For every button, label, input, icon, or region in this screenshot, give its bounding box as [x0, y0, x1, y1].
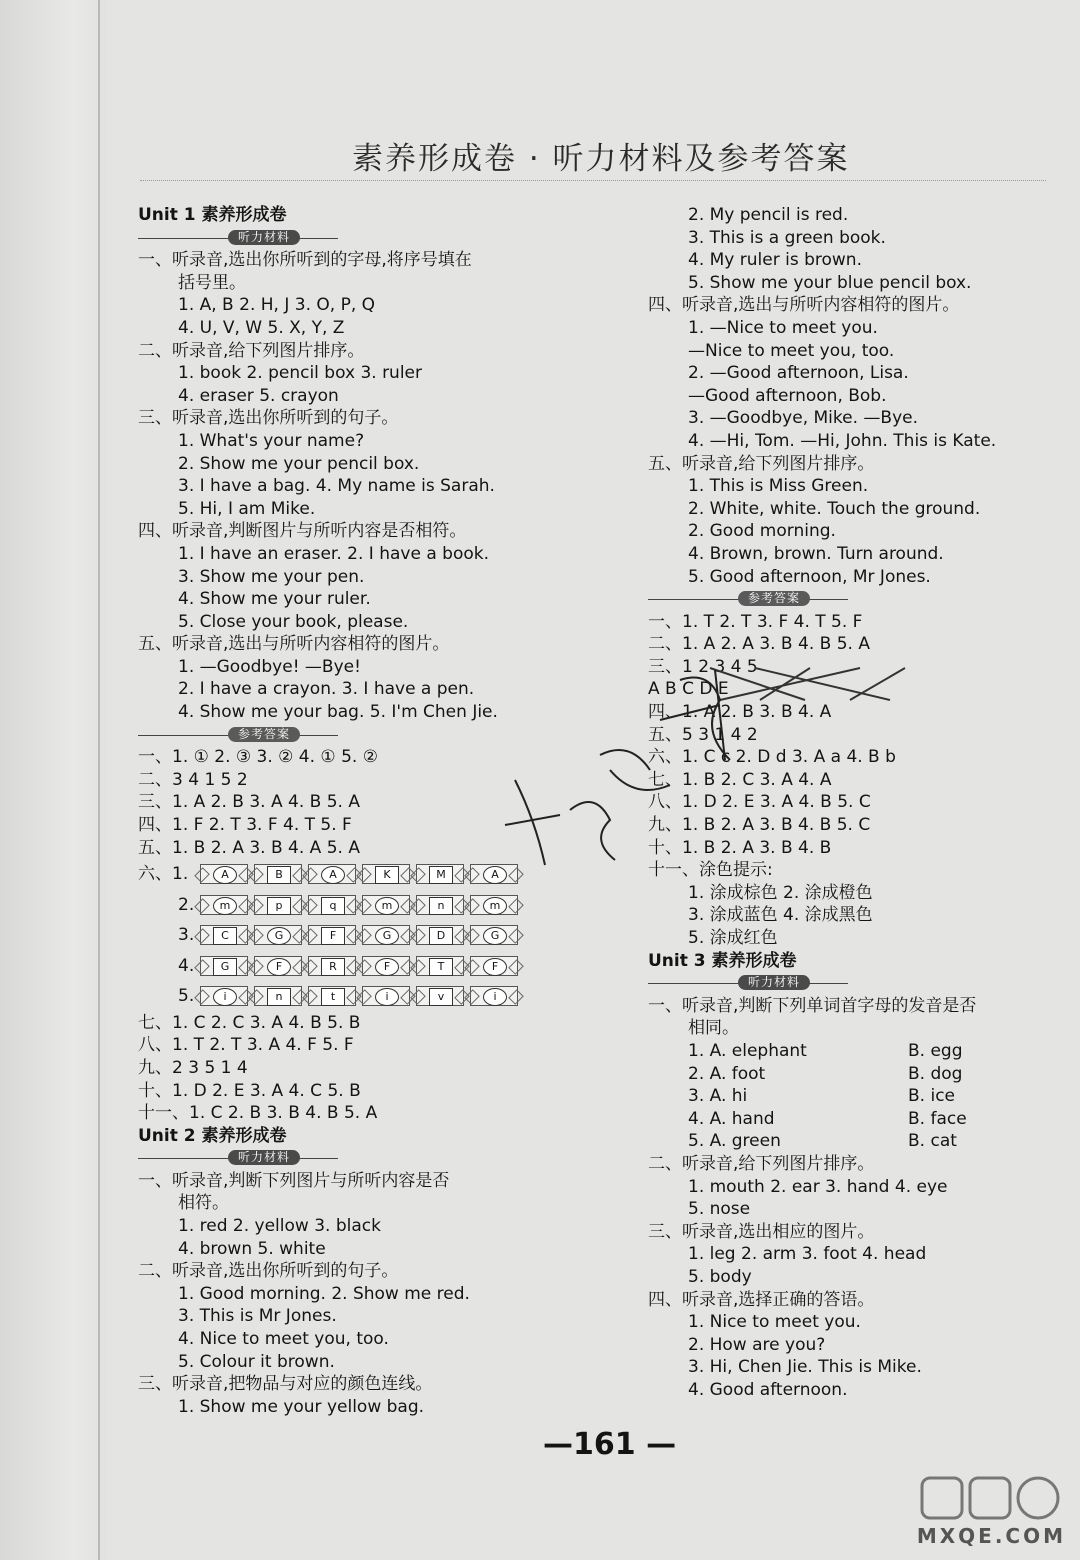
letter-card	[200, 925, 248, 945]
option-b: B. ice	[908, 1086, 955, 1107]
page-title: 素养形成卷 · 听力材料及参考答案	[352, 141, 850, 177]
letter-card	[416, 895, 464, 915]
circled-letter-card	[470, 925, 518, 945]
title-divider	[140, 180, 1046, 181]
listening-item: 相同。	[688, 1018, 739, 1039]
listening-item: 3. 涂成蓝色 4. 涂成黑色	[688, 905, 873, 926]
question-prompt: 一、听录音,判断下列图片与所听内容是否	[138, 1170, 450, 1191]
handwritten-scribble	[500, 660, 760, 870]
listening-item: 2. Good morning.	[688, 521, 836, 542]
option-pair	[648, 1085, 1068, 1108]
listening-item: 5. Show me your blue pencil box.	[688, 272, 972, 293]
circled-letter-card	[200, 895, 248, 915]
letter-card	[308, 925, 356, 945]
question-prompt: 五、听录音,选出与所听内容相符的图片。	[138, 634, 450, 655]
tag-label: 参考答案	[228, 727, 300, 742]
circled-letter-card	[200, 986, 248, 1006]
option-a: 2. A. foot	[688, 1063, 766, 1084]
card-letter: T	[429, 958, 453, 976]
card-row-label: 3.	[178, 925, 195, 946]
letter-card-row	[138, 920, 578, 951]
tag-label: 参考答案	[738, 591, 810, 606]
listening-item: 5. Close your book, please.	[178, 611, 409, 632]
listening-item: 2. White, white. Touch the ground.	[688, 498, 981, 519]
section-tag-listening	[138, 227, 578, 250]
answer-line: A B C D E	[648, 679, 729, 700]
card-letter: p	[267, 897, 291, 915]
card-letter: G	[375, 927, 399, 945]
listening-item: 2. I have a crayon. 3. I have a pen.	[178, 679, 475, 700]
question-prompt: 三、听录音,选出你所听到的句子。	[138, 408, 399, 429]
letter-card	[416, 925, 464, 945]
letter-card	[254, 864, 302, 884]
unit-heading: Unit 2 素养形成卷	[138, 1125, 287, 1146]
listening-item: 5. nose	[688, 1199, 751, 1220]
listening-item: 1. mouth 2. ear 3. hand 4. eye	[688, 1176, 948, 1197]
listening-item: 4. My ruler is brown.	[688, 250, 862, 271]
listening-item: 3. —Goodbye, Mike. —Bye.	[688, 408, 918, 429]
card-letter: M	[429, 866, 453, 884]
card-letter: A	[213, 866, 237, 884]
listening-item: 2. My pencil is red.	[688, 205, 849, 225]
letter-card	[200, 956, 248, 976]
listening-item: 5. Colour it brown.	[178, 1351, 335, 1372]
listening-item: —Nice to meet you, too.	[688, 340, 895, 361]
listening-item: 相符。	[178, 1193, 229, 1214]
card-letter: v	[429, 988, 453, 1006]
question-prompt: 五、听录音,给下列图片排序。	[648, 453, 875, 474]
listening-item: 5. Good afternoon, Mr Jones.	[688, 566, 931, 587]
question-prompt: 四、听录音,判断图片与所听内容是否相符。	[138, 521, 467, 542]
listening-item: 2. —Good afternoon, Lisa.	[688, 363, 909, 384]
circled-letter-card	[254, 956, 302, 976]
letter-card	[254, 986, 302, 1006]
listening-item: 2. How are you?	[688, 1334, 826, 1355]
card-letter: t	[321, 988, 345, 1006]
letter-card	[362, 864, 410, 884]
listening-item: 1. book 2. pencil box 3. ruler	[178, 363, 423, 384]
card-row-label: 六、1.	[138, 864, 189, 885]
question-prompt: 四、听录音,选出与所听内容相符的图片。	[648, 295, 960, 316]
section-tag-listening	[648, 972, 1068, 995]
circled-letter-card	[362, 956, 410, 976]
listening-item: 4. eraser 5. crayon	[178, 385, 339, 406]
card-letter: i	[213, 988, 237, 1006]
card-letter: m	[213, 897, 237, 915]
listening-item: 4. —Hi, Tom. —Hi, John. This is Kate.	[688, 430, 997, 451]
answer-line: 三、1 2 3 4 5	[648, 656, 758, 677]
answer-line: 八、1. T 2. T 3. A 4. F 5. F	[138, 1035, 354, 1056]
card-letter: R	[321, 958, 345, 976]
option-a: 3. A. hi	[688, 1086, 748, 1107]
listening-item: 4. Brown, brown. Turn around.	[688, 543, 944, 564]
answer-line: 五、1. B 2. A 3. B 4. A 5. A	[138, 837, 360, 858]
card-row-label: 2.	[178, 894, 195, 915]
option-pair	[648, 1040, 1068, 1063]
listening-item: 1. A, B 2. H, J 3. O, P, Q	[178, 295, 376, 316]
circled-letter-card	[362, 925, 410, 945]
circled-letter-card	[200, 864, 248, 884]
circled-letter-card	[308, 864, 356, 884]
question-prompt: 三、听录音,选出相应的图片。	[648, 1221, 875, 1242]
letter-card	[308, 956, 356, 976]
listening-item: 1. I have an eraser. 2. I have a book.	[178, 543, 489, 564]
card-letter: A	[483, 866, 507, 884]
listening-item: 3. I have a bag. 4. My name is Sarah.	[178, 476, 495, 497]
option-pair	[648, 1108, 1068, 1131]
card-row-label: 5.	[178, 986, 195, 1007]
circled-letter-card	[362, 986, 410, 1006]
circled-letter-card	[470, 956, 518, 976]
page-number: —161 —	[543, 1427, 677, 1462]
listening-item: 5. body	[688, 1266, 752, 1287]
card-letter: i	[483, 988, 507, 1006]
listening-item: 1. What's your name?	[178, 430, 365, 451]
answer-line: 九、1. B 2. A 3. B 4. B 5. C	[648, 815, 871, 836]
circled-letter-card	[470, 895, 518, 915]
circled-letter-card	[470, 986, 518, 1006]
option-a: 4. A. hand	[688, 1108, 775, 1129]
card-letter: n	[429, 897, 453, 915]
letter-card	[254, 895, 302, 915]
card-letter: D	[429, 927, 453, 945]
card-letter: G	[213, 958, 237, 976]
tag-label: 听力材料	[228, 1150, 300, 1165]
binding-line	[98, 0, 100, 1560]
option-b: B. egg	[908, 1040, 963, 1061]
question-prompt: 一、听录音,判断下列单词首字母的发音是否	[648, 995, 977, 1016]
answer-line: 十一、涂色提示:	[648, 860, 773, 881]
option-a: 1. A. elephant	[688, 1040, 807, 1061]
card-letter: K	[375, 866, 399, 884]
listening-item: 4. U, V, W 5. X, Y, Z	[178, 317, 345, 338]
letter-card	[416, 986, 464, 1006]
unit-heading: Unit 3 素养形成卷	[648, 950, 797, 971]
answer-line: 十、1. D 2. E 3. A 4. C 5. B	[138, 1080, 361, 1101]
question-prompt: 二、听录音,选出你所听到的句子。	[138, 1261, 399, 1282]
letter-card	[308, 986, 356, 1006]
answer-line: 十一、1. C 2. B 3. B 4. B 5. A	[138, 1103, 378, 1124]
answer-line: 二、1. A 2. A 3. B 4. B 5. A	[648, 634, 870, 655]
listening-item: 1. red 2. yellow 3. black	[178, 1216, 381, 1237]
answer-line: 一、1. ① 2. ③ 3. ② 4. ① 5. ②	[138, 747, 378, 768]
listening-item: 4. Show me your bag. 5. I'm Chen Jie.	[178, 702, 498, 723]
listening-item: 1. Nice to meet you.	[688, 1312, 861, 1333]
answer-line: 三、1. A 2. B 3. A 4. B 5. A	[138, 792, 360, 813]
option-pair	[648, 1130, 1068, 1153]
listening-item: 4. Show me your ruler.	[178, 589, 371, 610]
question-prompt: 四、听录音,选择正确的答语。	[648, 1289, 875, 1310]
card-letter: F	[375, 958, 399, 976]
answer-line: 四、1. F 2. T 3. F 4. T 5. F	[138, 815, 352, 836]
section-tag-listening	[138, 1147, 578, 1170]
listening-item: 3. This is a green book.	[688, 227, 886, 248]
listening-item: 1. —Nice to meet you.	[688, 317, 878, 338]
card-letter: A	[321, 866, 345, 884]
listening-item: 5. Hi, I am Mike.	[178, 498, 316, 519]
listening-item: 括号里。	[178, 272, 246, 293]
card-letter: F	[321, 927, 345, 945]
circled-letter-card	[362, 895, 410, 915]
answer-line: 十、1. B 2. A 3. B 4. B	[648, 837, 832, 858]
question-prompt: 三、听录音,把物品与对应的颜色连线。	[138, 1374, 433, 1395]
card-letter: i	[375, 988, 399, 1006]
letter-card-row	[138, 951, 578, 982]
listening-item: 4. Good afternoon.	[688, 1379, 848, 1400]
listening-item: 2. Show me your pencil box.	[178, 453, 420, 474]
option-a: 5. A. green	[688, 1131, 781, 1152]
listening-item: 1. Good morning. 2. Show me red.	[178, 1283, 470, 1304]
card-letter: m	[483, 897, 507, 915]
letter-card-row	[138, 890, 578, 921]
question-prompt: 一、听录音,选出你所听到的字母,将序号填在	[138, 250, 472, 271]
unit-heading: Unit 1 素养形成卷	[138, 205, 287, 225]
tag-label: 听力材料	[228, 230, 300, 245]
answer-line: 七、1. B 2. C 3. A 4. A	[648, 769, 832, 790]
listening-item: 3. Show me your pen.	[178, 566, 365, 587]
answer-line: 五、5 3 1 4 2	[648, 724, 758, 745]
answer-line: 九、2 3 5 1 4	[138, 1057, 248, 1078]
card-letter: F	[483, 958, 507, 976]
letter-card-row	[138, 981, 578, 1012]
listening-item: 3. This is Mr Jones.	[178, 1306, 337, 1327]
listening-item: 4. Nice to meet you, too.	[178, 1329, 389, 1350]
listening-item: 1. 涂成棕色 2. 涂成橙色	[688, 882, 873, 903]
listening-item: 3. Hi, Chen Jie. This is Mike.	[688, 1357, 922, 1378]
listening-item: 1. This is Miss Green.	[688, 476, 869, 497]
answer-line: 六、1. C c 2. D d 3. A a 4. B b	[648, 747, 896, 768]
listening-item: —Good afternoon, Bob.	[688, 385, 887, 406]
letter-card	[416, 864, 464, 884]
listening-item: 5. 涂成红色	[688, 928, 778, 948]
card-letter: G	[483, 927, 507, 945]
listening-item: 1. Show me your yellow bag.	[178, 1396, 425, 1417]
card-letter: q	[321, 897, 345, 915]
answer-line: 七、1. C 2. C 3. A 4. B 5. B	[138, 1012, 361, 1033]
option-b: B. face	[908, 1108, 967, 1129]
binding-gutter	[0, 0, 106, 1560]
card-letter: m	[375, 897, 399, 915]
tag-label: 听力材料	[738, 975, 810, 990]
watermark-text: MXQE.COM	[916, 1524, 1066, 1548]
card-letter: G	[267, 927, 291, 945]
option-pair	[648, 1063, 1068, 1086]
answer-line: 八、1. D 2. E 3. A 4. B 5. C	[648, 792, 871, 813]
listening-item: 1. leg 2. arm 3. foot 4. head	[688, 1244, 927, 1265]
listening-item: 1. —Goodbye! —Bye!	[178, 656, 361, 677]
section-tag-answers	[648, 588, 1068, 611]
question-prompt: 二、听录音,给下列图片排序。	[138, 340, 365, 361]
listening-item: 4. brown 5. white	[178, 1238, 326, 1259]
card-letter: B	[267, 866, 291, 884]
answer-line: 四、1. A 2. B 3. B 4. A	[648, 702, 832, 723]
card-row-label: 4.	[178, 955, 195, 976]
option-b: B. dog	[908, 1063, 963, 1084]
letter-card	[416, 956, 464, 976]
circled-letter-card	[254, 925, 302, 945]
option-b: B. cat	[908, 1131, 957, 1152]
answer-line: 一、1. T 2. T 3. F 4. T 5. F	[648, 611, 863, 632]
card-letter: C	[213, 927, 237, 945]
card-letter: n	[267, 988, 291, 1006]
letter-card	[308, 895, 356, 915]
card-letter: F	[267, 958, 291, 976]
question-prompt: 二、听录音,给下列图片排序。	[648, 1153, 875, 1174]
answer-line: 二、3 4 1 5 2	[138, 769, 248, 790]
